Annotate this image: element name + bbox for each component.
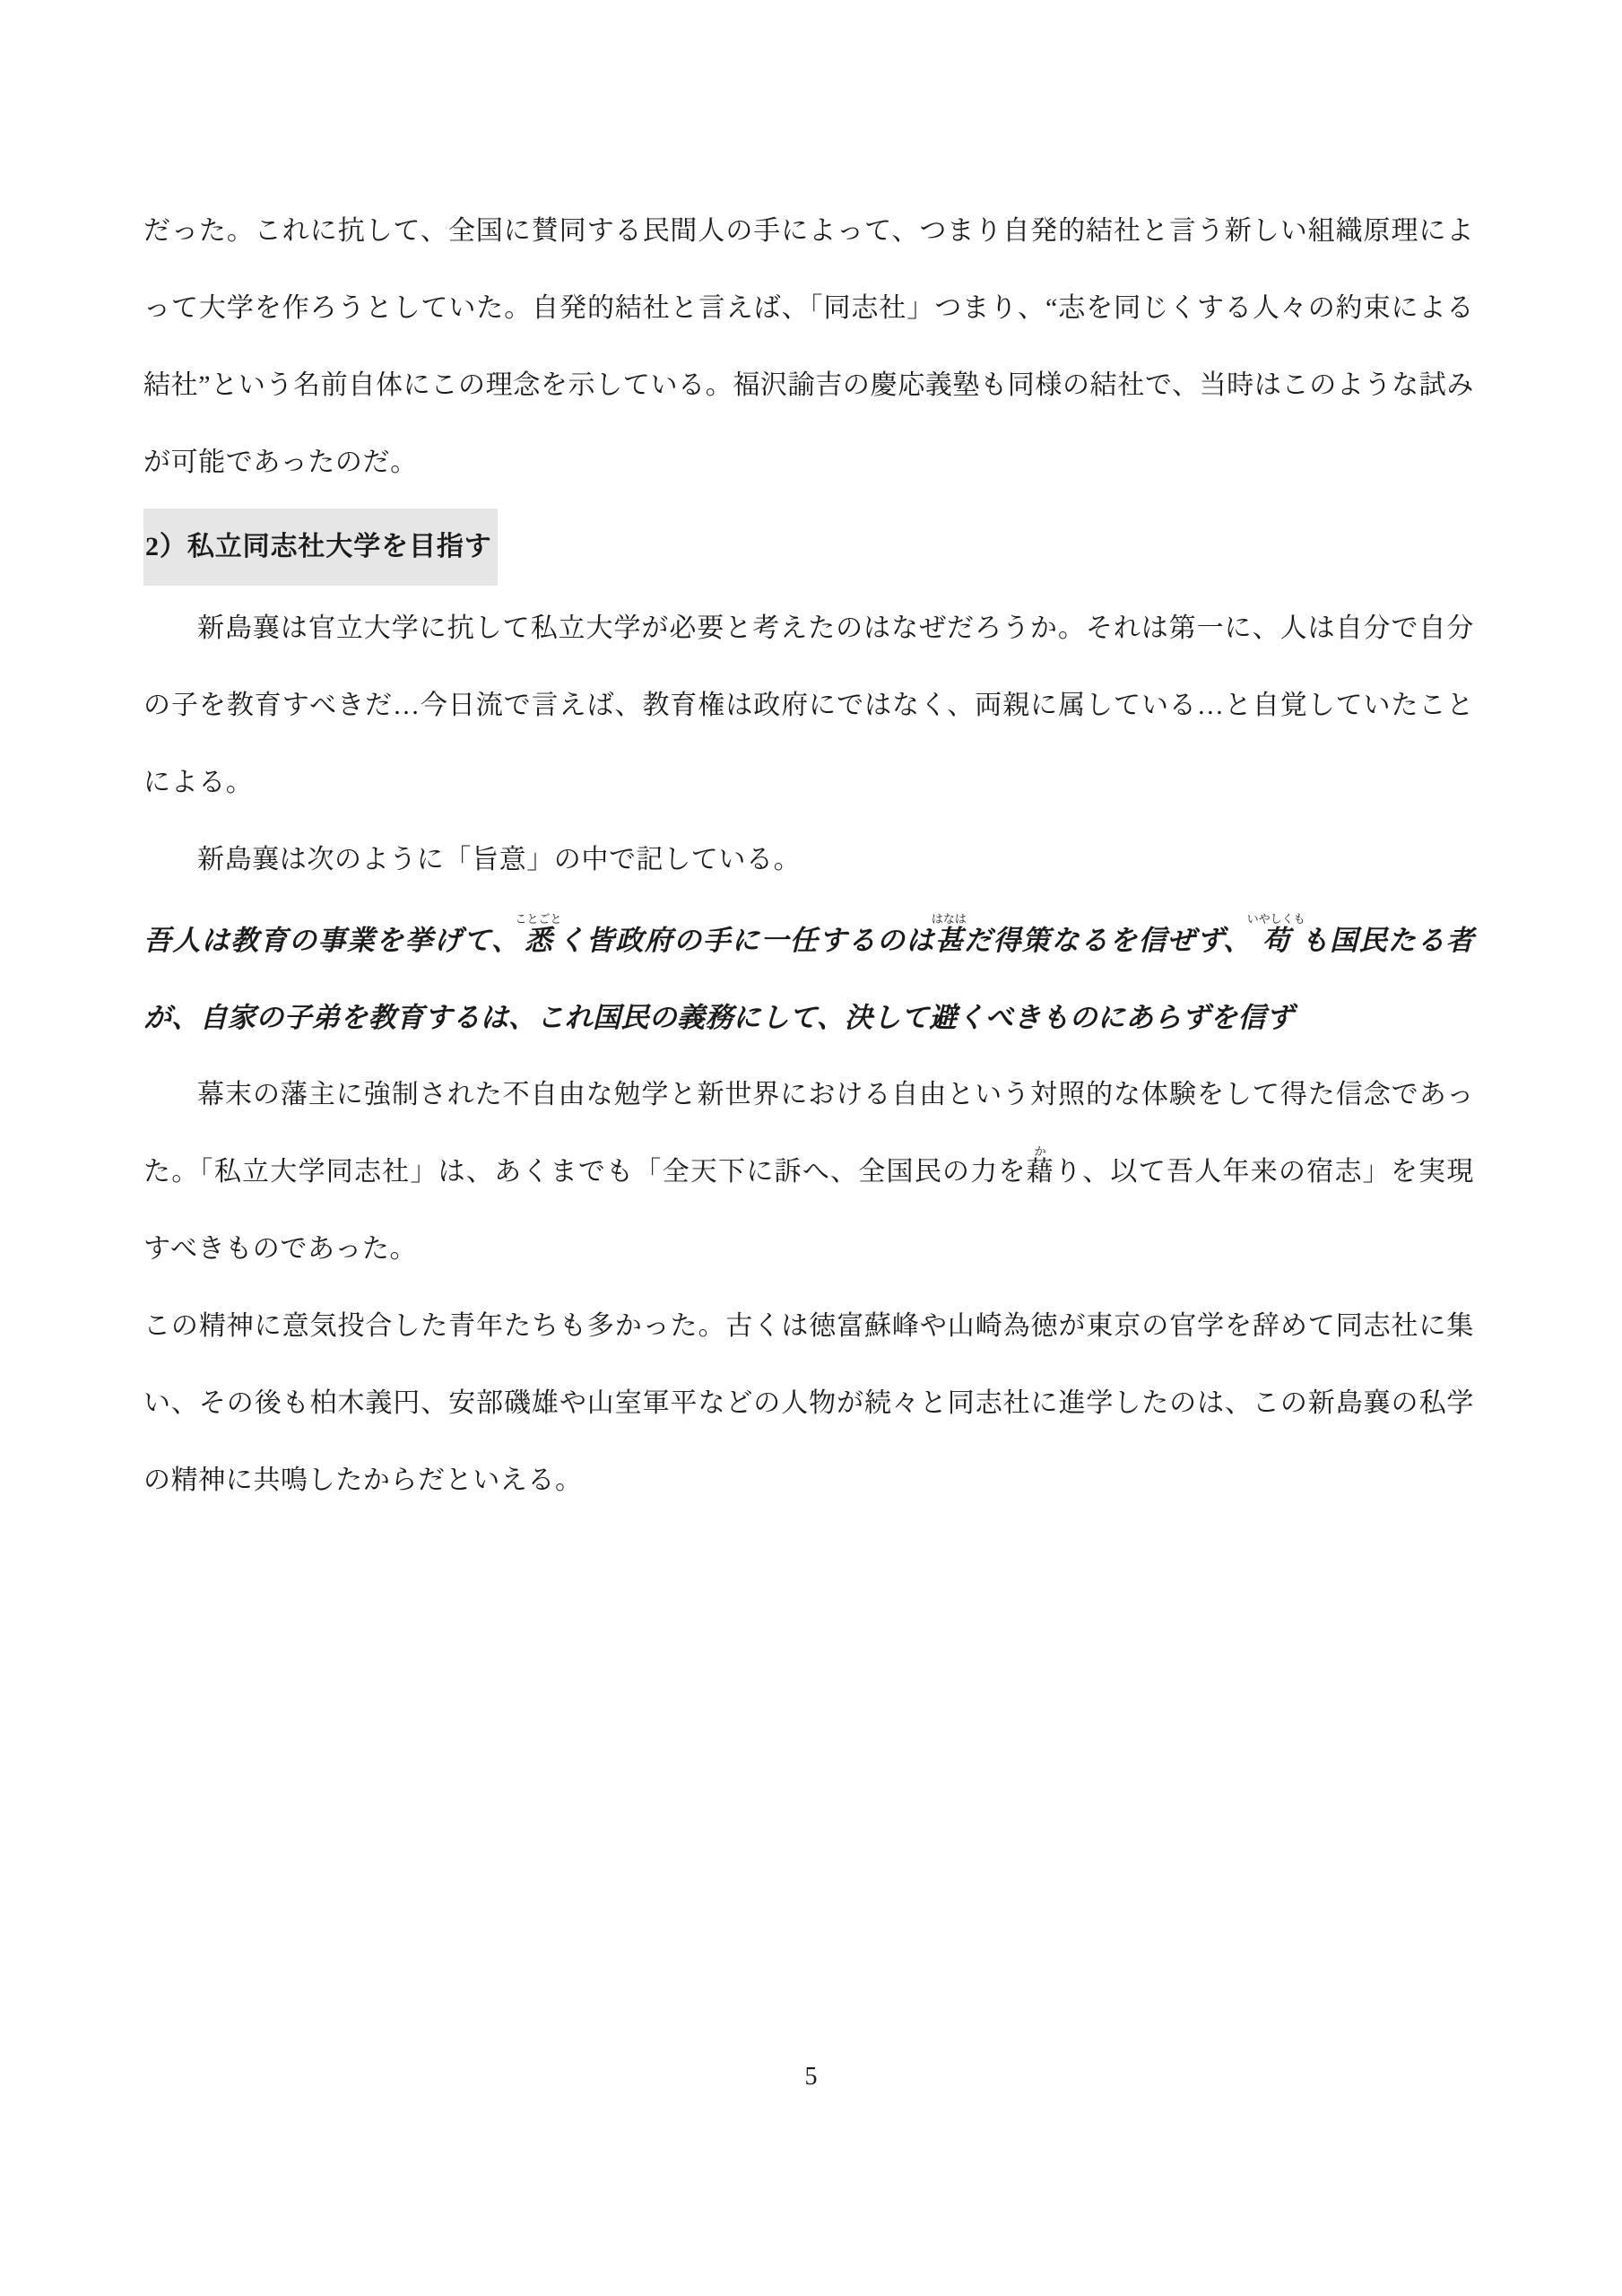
quote-segment-3: だ得策なるを信ぜず、 xyxy=(963,925,1253,956)
ruby-karu xyxy=(1026,1144,1055,1187)
ruby-base-1: 悉 xyxy=(515,925,562,956)
paragraph-quote-intro: 新島襄は次のように「旨意」の中で記している。 xyxy=(197,845,802,874)
section-heading-2: 2）私立同志社大学を目指す xyxy=(143,509,498,586)
paragraph-belief-segment-1: 幕末の藩主に強制された不自由な勉学と新世界における自由という対照的な体験をして得た信念であった。「私立大学同志社」は、あくまでも「全天下に訴へ、全国民の力を xyxy=(143,1080,1474,1187)
ruby-text-1: ことごと xyxy=(515,912,562,926)
ruby-base-4: 藉 xyxy=(1026,1157,1055,1187)
ruby-base-3: 苟 xyxy=(1246,925,1305,956)
ruby-kotogotoku xyxy=(515,912,562,956)
ruby-iyashikumo xyxy=(1246,912,1305,956)
ruby-hanahada xyxy=(931,912,967,956)
paragraph-belief xyxy=(143,1057,1474,1288)
ruby-base-2: 甚 xyxy=(931,925,967,956)
ruby-text-4: か xyxy=(1026,1144,1054,1158)
ruby-text-2: はなは xyxy=(931,912,967,926)
quote-segment-4: も国民たる者が、自家の子弟を教育するは、これ国民の義務にして、決して避くべきものにあらずを信ず xyxy=(143,925,1474,1033)
paragraph-opening: だった。これに抗して、全国に賛同する民間人の手によって、つまり自発的結社と言う新しい組織原理によって大学を作ろうとしていた。自発的結社と言えば、「同志社」つまり、“志を同じくする人々の約束による結社”という名前自体にこの理念を示している。福沢諭吉の慶応義塾も同様の結社で、当時はこのような試みが可能であったのだ。 xyxy=(143,216,1474,477)
paragraph-youth-spirit: この精神に意気投合した青年たちも多かった。古くは徳富蘇峰や山崎為徳が東京の官学を辞めて同志社に集い、その後も柏木義円、安部磯雄や山室軍平などの人物が続々と同志社に進学したのは、この新島襄の私学の精神に共鳴したからだといえる。 xyxy=(143,1311,1474,1495)
paragraph-private-university: 新島襄は官立大学に抗して私立大学が必要と考えたのはなぜだろうか。それは第一に、人は自分で自分の子を教育すべきだ…今日流で言えば、教育権は政府にではなく、両親に属している…と自覚していたことによる。 xyxy=(143,613,1474,797)
paragraph-belief-segment-2: り、以て吾人年来の宿志」を実現すべきものであった。 xyxy=(143,1157,1475,1264)
page-number: 5 xyxy=(804,2063,818,2091)
quote-segment-1: 吾人は教育の事業を挙げて、 xyxy=(143,925,521,956)
quote-segment-2: く皆政府の手に一任するのは xyxy=(556,925,935,956)
blockquote-shiin xyxy=(143,902,1474,1057)
section-heading-wrapper xyxy=(143,501,1474,590)
ruby-text-3: いやしくも xyxy=(1246,912,1305,926)
